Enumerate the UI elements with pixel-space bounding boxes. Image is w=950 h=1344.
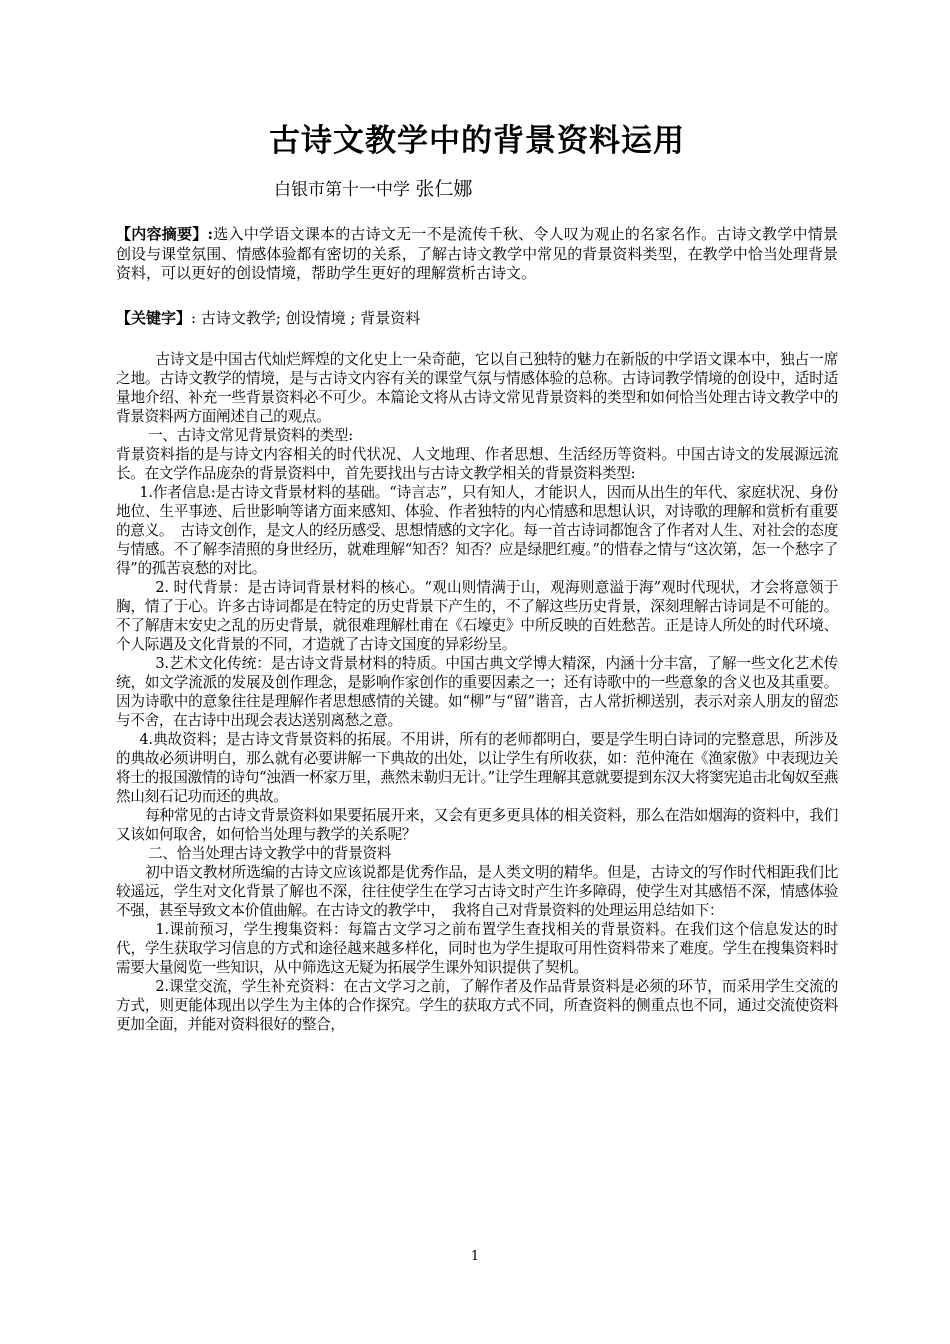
paragraph-item-4: 4.典故资料；是古诗文背景资料的拓展。不用讲，所有的老师都明白，要是学生明白诗词的完整意思，所涉及的典故必须讲明白，那么就有必要讲解一下典故的出处，以让学生有所收获，如：范仲淹在《渔家傲》中表现边关将士的报国激情的诗句“浊酒一杯家万里，燕然未勒归无计。”让学生理解其意就要提到东汉大将窦宪追击北匈奴至燕然山刻石记功而还的典故。 xyxy=(116,730,838,805)
keywords xyxy=(116,308,838,328)
section-heading-2: 二、恰当处理古诗文教学中的背景资料 xyxy=(148,844,392,862)
paragraph: 背景资料指的是与诗文内容相关的时代状况、人文地理、作者思想、生活经历等资料。中国古诗文的发展源远流长。在文学作品庞杂的背景资料中，首先要找出与古诗文教学相关的背景资料类型: xyxy=(116,445,838,482)
author-school: 白银市第十一中学 xyxy=(274,180,410,200)
paragraph-method-1: 1.课前预习，学生搜集资料：每篇古文学习之前布置学生查找相关的背景资料。在我们这个信息发达的时代，学生获取学习信息的方式和途径越来越多样化，同时也为学生提取可用性资料带来了难度。学生在搜集资料时需要大量阅览一些知识，从中筛选这无疑为拓展学生课外知识提供了契机。 xyxy=(116,920,838,976)
abstract-text: 选入中学语文课本的古诗文无一不是流传千秋、令人叹为观止的名家名作。古诗文教学中情景创设与课堂氛围、情感体验都有密切的关系，了解古诗文教学中常见的背景资料类型，在教学中恰当处理背景资料，可以更好的创设情境，帮助学生更好的理解赏析古诗文。 xyxy=(116,225,838,282)
author-name: 张仁娜 xyxy=(415,178,473,200)
keywords-text: : 古诗文教学; 创设情境 ; 背景资料 xyxy=(191,308,421,327)
abstract xyxy=(116,225,838,284)
section-heading-1: 一、古诗文常见背景资料的类型: xyxy=(148,426,353,444)
paragraph: 初中语文教材所选编的古诗文应该说都是优秀作品，是人类文明的精华。但是，古诗文的写作时代相距我们比较遥远，学生对文化背景了解也不深，往往使学生在学习古诗文时产生许多障碍，使学生对其感悟不深，情感体验不强，甚至导致文本价值曲解。在古诗文的教学中， 我将自己对背景资料的处理运用总结如下： xyxy=(116,863,838,919)
paragraph-item-1: 1.作者信息:是古诗文背景材料的基础。“诗言志”，只有知人，才能识人，因而从出生的年代、家庭状况、身份地位、生平事迹、后世影响等诸方面来感知、体验、作者独特的内心情感和思想认识，对诗歌的理解和赏析有重要的意义。 古诗文创作，是文人的经历感受、思想情感的文字化。每一首古诗词都饱含了作者对人生、对社会的态度与情感。不了解李清照的身世经历，就难理解“知否？知否？应是绿肥红瘦。”的惜春之情与“这次第，怎一个愁字了得”的孤苦哀愁的对比。 xyxy=(116,483,838,577)
paragraph-method-2: 2.课堂交流，学生补充资料：在古文学习之前，了解作者及作品背景资料是必须的环节，而采用学生交流的方式，则更能体现出以学生为主体的合作探究。学生的获取方式不同，所查资料的侧重点也不同，通过交流使资料更加全面，并能对资料很好的整合， xyxy=(116,977,838,1033)
paragraph-item-3: 3.艺术文化传统：是古诗文背景材料的特质。中国古典文学博大精深，内涵十分丰富，了解一些文化艺术传统，如文学流派的发展及创作理念，是影响作家创作的重要因素之一；还有诗歌中的一些意象的含义也及其重要。因为诗歌中的意象往往是理解作者思想感情的关键。如“柳”与“留”谐音，古人常折柳送别，表示对亲人朋友的留恋与不舍，在古诗中出现会表达送别离愁之意。 xyxy=(116,654,838,729)
paragraph-item-2: 2. 时代背景：是古诗词背景材料的核心。“观山则情满于山，观海则意溢于海”观时代现状，才会将意领于胸，情了于心。许多古诗词都是在特定的历史背景下产生的，不了解这些历史背景，深刻理解古诗词是不可能的。不了解唐末安史之乱的历史背景，就很难理解杜甫在《石壕吏》中所反映的百姓愁苦。正是诗人所处的时代环境、个人际遇及文化背景的不同，才造就了古诗文国度的异彩纷呈。 xyxy=(116,578,838,653)
author-line xyxy=(274,178,838,201)
paragraph-intro: 古诗文是中国古代灿烂辉煌的文化史上一朵奇葩，它以自己独特的魅力在新版的中学语文课本中，独占一席之地。古诗文教学的情境，是与古诗文内容有关的课堂气氛与情感体验的总称。古诗词教学情境的创设中，适时适量地介绍、补充一些背景资料必不可少。本篇论文将从古诗文常见背景资料的类型和如何恰当处理古诗文教学中的背景资料两方面阐述自己的观点。 xyxy=(116,350,838,425)
paragraph: 每种常见的古诗文背景资料如果要拓展开来，又会有更多更具体的相关资料，那么在浩如烟海的资料中，我们又该如何取舍，如何恰当处理与教学的关系呢？ xyxy=(116,806,838,843)
document-page xyxy=(116,118,838,1034)
page-number: 1 xyxy=(470,1249,480,1264)
document-title: 古诗文教学中的背景资料运用 xyxy=(269,123,685,159)
keywords-label: 【关键字】 xyxy=(116,308,192,327)
abstract-label: 【内容摘要】: xyxy=(116,225,213,243)
document-body xyxy=(116,350,838,1034)
